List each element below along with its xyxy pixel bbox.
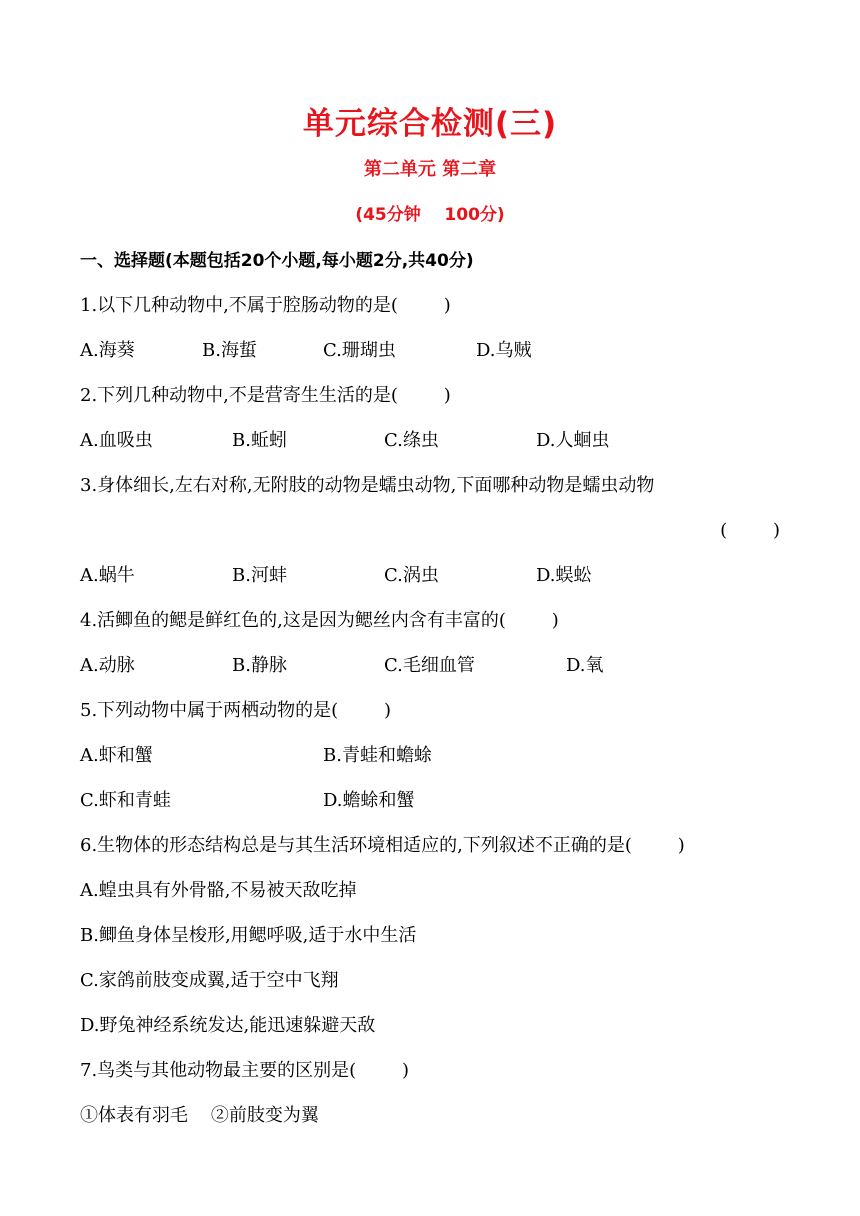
exam-duration-score: (45分钟 100分) (355, 205, 505, 225)
question-4-option-a: A.动脉 (80, 655, 135, 676)
question-6-option-d: D.野兔神经系统发达,能迅速躲避天敌 (80, 1015, 376, 1036)
question-6-stem: 6.生物体的形态结构总是与其生活环境相适应的,下列叙述不正确的是( ) (80, 835, 685, 856)
question-2-option-c: C.绦虫 (384, 430, 439, 451)
page-subtitle: 第二单元 第二章 (363, 159, 497, 180)
question-4-option-d: D.氧 (566, 655, 604, 676)
question-3-stem: 3.身体细长,左右对称,无附肢的动物是蠕虫动物,下面哪种动物是蠕虫动物 (80, 475, 655, 496)
page-title: 单元综合检测(三) (302, 106, 558, 142)
question-6-option-c: C.家鸽前肢变成翼,适于空中飞翔 (80, 970, 339, 991)
question-3-option-a: A.蜗牛 (80, 565, 135, 586)
question-5-option-b: B.青蛙和蟾蜍 (323, 745, 432, 766)
question-2-option-d: D.人蛔虫 (536, 430, 610, 451)
question-3-option-d: D.蜈蚣 (536, 565, 592, 586)
question-2-option-b: B.蚯蚓 (232, 430, 287, 451)
question-4-option-b: B.静脉 (232, 655, 287, 676)
question-6-option-b: B.鲫鱼身体呈梭形,用鳃呼吸,适于水中生活 (80, 925, 417, 946)
question-2-option-a: A.血吸虫 (80, 430, 153, 451)
question-3-option-b: B.河蚌 (232, 565, 287, 586)
question-4-stem: 4.活鲫鱼的鳃是鲜红色的,这是因为鳃丝内含有丰富的( ) (80, 610, 559, 631)
question-1-option-b: B.海蜇 (202, 340, 257, 361)
question-1-stem: 1.以下几种动物中,不属于腔肠动物的是( ) (80, 295, 451, 316)
question-7-stem: 7.鸟类与其他动物最主要的区别是( ) (80, 1060, 409, 1081)
question-3-option-c: C.涡虫 (384, 565, 439, 586)
section-heading: 一、选择题(本题包括20个小题,每小题2分,共40分) (80, 251, 474, 271)
question-4-option-c: C.毛细血管 (384, 655, 475, 676)
question-7-statements: ①体表有羽毛 ②前肢变为翼 (80, 1105, 319, 1126)
question-5-stem: 5.下列动物中属于两栖动物的是( ) (80, 700, 391, 721)
question-5-option-a: A.虾和蟹 (80, 745, 153, 766)
question-1-option-d: D.乌贼 (476, 340, 532, 361)
question-2-stem: 2.下列几种动物中,不是营寄生生活的是( ) (80, 385, 451, 406)
question-5-option-c: C.虾和青蛙 (80, 790, 171, 811)
question-1-option-c: C.珊瑚虫 (323, 340, 396, 361)
question-3-answer-paren: ( ) (720, 520, 780, 541)
question-6-option-a: A.蝗虫具有外骨骼,不易被天敌吃掉 (80, 880, 357, 901)
question-5-option-d: D.蟾蜍和蟹 (323, 790, 415, 811)
question-1-option-a: A.海葵 (80, 340, 135, 361)
